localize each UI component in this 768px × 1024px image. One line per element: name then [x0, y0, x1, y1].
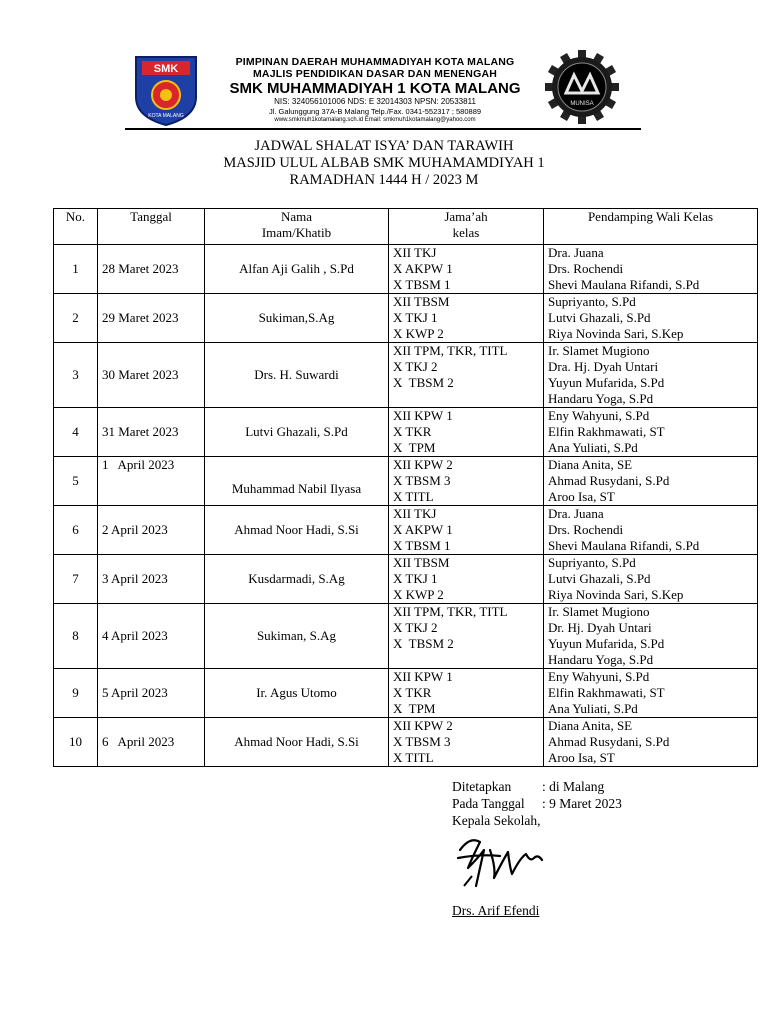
row-wali	[544, 604, 758, 669]
class-item: X AKPW 1	[393, 522, 453, 537]
class-item: XII TKJ	[393, 506, 437, 521]
wali-item: Elfin Rakhmawati, ST	[548, 424, 665, 439]
row-classes	[389, 457, 544, 506]
class-item: X TKJ 1	[393, 310, 438, 325]
logo-right-text: MUNISA	[570, 101, 594, 107]
header-tanggal: Tanggal	[98, 209, 205, 245]
class-item: X TBSM 3	[393, 473, 451, 488]
signature-place-value: : di Malang	[542, 779, 605, 794]
class-item: XII KPW 2	[393, 457, 453, 472]
row-date	[98, 343, 205, 408]
row-number: 10	[54, 718, 98, 767]
signature-date-row	[452, 795, 622, 812]
header-kelas-line2: kelas	[452, 225, 480, 240]
wali-item: Shevi Maulana Rifandi, S.Pd	[548, 538, 700, 553]
row-imam: Ahmad Noor Hadi, S.Si	[205, 718, 389, 767]
row-wali	[544, 408, 758, 457]
wali-item: Drs. Rochendi	[548, 522, 624, 537]
row-classes	[389, 604, 544, 669]
class-item: X TBSM 3	[393, 734, 451, 749]
row-date	[98, 294, 205, 343]
row-date	[98, 245, 205, 294]
wali-item: Aroo Isa, ST	[548, 750, 615, 765]
class-item: X TKJ 1	[393, 571, 438, 586]
row-classes	[389, 718, 544, 767]
class-item	[389, 391, 543, 407]
class-item: X TKR	[393, 685, 432, 700]
row-date	[98, 604, 205, 669]
wali-item: Ana Yuliati, S.Pd	[548, 701, 638, 716]
row-wali	[544, 555, 758, 604]
signature-place-row	[452, 778, 622, 795]
row-number: 2	[54, 294, 98, 343]
row-wali	[544, 506, 758, 555]
wali-item: Elfin Rakhmawati, ST	[548, 685, 665, 700]
title-line2: MASJID ULUL ALBAB SMK MUHAMAMDIYAH 1	[223, 155, 545, 171]
class-item: X TKJ 2	[393, 620, 438, 635]
wali-item: Aroo Isa, ST	[548, 489, 615, 504]
signature-place-label: Ditetapkan	[452, 779, 512, 794]
wali-item: Supriyanto, S.Pd	[548, 294, 636, 309]
class-item: XII TKJ	[393, 245, 437, 260]
header-wali: Pendamping Wali Kelas	[544, 209, 758, 245]
row-number: 3	[54, 343, 98, 408]
row-number: 1	[54, 245, 98, 294]
header-imam	[205, 209, 389, 245]
class-item: XII KPW 1	[393, 408, 453, 423]
class-item: X TBSM 2	[393, 636, 454, 651]
wali-item: Supriyanto, S.Pd	[548, 555, 636, 570]
class-item: X TPM	[393, 701, 436, 716]
wali-item: Ahmad Rusydani, S.Pd	[548, 473, 670, 488]
row-classes	[389, 245, 544, 294]
row-imam: Lutvi Ghazali, S.Pd	[205, 408, 389, 457]
row-number: 7	[54, 555, 98, 604]
munisa-gear-logo	[544, 48, 620, 126]
row-wali	[544, 669, 758, 718]
row-number: 6	[54, 506, 98, 555]
table-row	[54, 506, 758, 555]
table-row	[54, 457, 758, 506]
wali-item: Shevi Maulana Rifandi, S.Pd	[548, 277, 700, 292]
row-classes	[389, 343, 544, 408]
logo-left-bottom-text: KOTA MALANG	[148, 113, 184, 119]
table-header-row	[54, 209, 758, 245]
row-date	[98, 506, 205, 555]
wali-item: Dra. Juana	[548, 245, 604, 260]
class-item: X KWP 2	[393, 587, 444, 602]
title-line1: JADWAL SHALAT ISYA’ DAN TARAWIH	[254, 138, 514, 154]
wali-item: Drs. Rochendi	[548, 261, 624, 276]
row-date	[98, 555, 205, 604]
wali-item: Yuyun Mufarida, S.Pd	[548, 375, 665, 390]
row-imam: Drs. H. Suwardi	[205, 343, 389, 408]
class-item: XII TPM, TKR, TITL	[393, 604, 508, 619]
row-date-text: 5 April 2023	[102, 685, 168, 700]
schedule-body	[54, 245, 758, 767]
letterhead-web-email: www.smkmuh1kotamalang.sch.id Email: smkmuh1kotamalang@yahoo.com	[274, 117, 476, 123]
signature-date-value: : 9 Maret 2023	[542, 796, 622, 811]
class-item: X TITL	[393, 750, 434, 765]
class-item: X TBSM 1	[393, 277, 451, 292]
wali-item: Eny Wahyuni, S.Pd	[548, 669, 650, 684]
row-date-text: 3 April 2023	[102, 571, 168, 586]
schedule-table	[53, 208, 758, 767]
document-title	[0, 138, 768, 189]
class-item: X KWP 2	[393, 326, 444, 341]
row-imam: Sukiman,S.Ag	[205, 294, 389, 343]
header-kelas	[389, 209, 544, 245]
row-imam: Muhammad Nabil Ilyasa	[205, 457, 389, 506]
row-wali	[544, 245, 758, 294]
row-date	[98, 457, 205, 506]
wali-item: Dr. Hj. Dyah Untari	[548, 620, 652, 635]
table-row	[54, 245, 758, 294]
table-row	[54, 604, 758, 669]
row-date-text: 6 April 2023	[102, 734, 175, 749]
header-kelas-line1: Jama’ah	[444, 209, 488, 224]
letterhead-line2: MAJLIS PENDIDIKAN DASAR DAN MENENGAH	[252, 68, 498, 80]
row-imam: Ahmad Noor Hadi, S.Si	[205, 506, 389, 555]
title-line3: RAMADHAN 1444 H / 2023 M	[289, 172, 479, 188]
row-imam: Alfan Aji Galih , S.Pd	[205, 245, 389, 294]
signature-date-label: Pada Tanggal	[452, 796, 525, 811]
row-classes	[389, 506, 544, 555]
class-item: X TBSM 1	[393, 538, 451, 553]
header-no: No.	[54, 209, 98, 245]
wali-item: Diana Anita, SE	[548, 718, 633, 733]
row-date-text: 31 Maret 2023	[102, 424, 179, 439]
row-number: 8	[54, 604, 98, 669]
row-classes	[389, 408, 544, 457]
wali-item: Lutvi Ghazali, S.Pd	[548, 310, 651, 325]
wali-item: Handaru Yoga, S.Pd	[548, 391, 654, 406]
table-row	[54, 669, 758, 718]
wali-item: Ahmad Rusydani, S.Pd	[548, 734, 670, 749]
wali-item: Diana Anita, SE	[548, 457, 633, 472]
row-date-text: 29 Maret 2023	[102, 310, 179, 325]
class-item: XII TBSM	[393, 555, 450, 570]
row-date-text: 1 April 2023	[102, 457, 175, 472]
signature-role: Kepala Sekolah,	[452, 813, 541, 828]
signatory-name: Drs. Arif Efendi	[452, 903, 540, 918]
class-item: X TKR	[393, 424, 432, 439]
letterhead-text	[210, 56, 540, 124]
row-wali	[544, 343, 758, 408]
row-classes	[389, 669, 544, 718]
class-item: X TKJ 2	[393, 359, 438, 374]
wali-item: Handaru Yoga, S.Pd	[548, 652, 654, 667]
row-date-text: 28 Maret 2023	[102, 261, 179, 276]
header-imam-line1: Nama	[280, 209, 313, 224]
row-number: 5	[54, 457, 98, 506]
class-item: X TPM	[393, 440, 436, 455]
table-row	[54, 343, 758, 408]
wali-item: Ir. Slamet Mugiono	[548, 343, 650, 358]
row-wali	[544, 718, 758, 767]
class-item: X AKPW 1	[393, 261, 453, 276]
wali-item: Eny Wahyuni, S.Pd	[548, 408, 650, 423]
class-item: XII TBSM	[393, 294, 450, 309]
letterhead-ids: NIS: 324056101006 NDS: E 32014303 NPSN: 20533811	[274, 97, 476, 106]
row-classes	[389, 555, 544, 604]
table-row	[54, 718, 758, 767]
row-imam: Sukiman, S.Ag	[205, 604, 389, 669]
row-date	[98, 669, 205, 718]
row-wali	[544, 457, 758, 506]
school-shield-logo	[132, 53, 200, 127]
letterhead	[0, 0, 768, 135]
row-date	[98, 718, 205, 767]
wali-item: Ir. Slamet Mugiono	[548, 604, 650, 619]
class-item: XII KPW 1	[393, 669, 453, 684]
table-row	[54, 555, 758, 604]
row-imam: Kusdarmadi, S.Ag	[205, 555, 389, 604]
wali-item: Riya Novinda Sari, S.Kep	[548, 587, 684, 602]
wali-item: Ana Yuliati, S.Pd	[548, 440, 638, 455]
wali-item: Lutvi Ghazali, S.Pd	[548, 571, 651, 586]
row-classes	[389, 294, 544, 343]
row-imam: Ir. Agus Utomo	[205, 669, 389, 718]
class-item: X TBSM 2	[393, 375, 454, 390]
row-date-text: 30 Maret 2023	[102, 367, 179, 382]
row-date-text: 2 April 2023	[102, 522, 168, 537]
row-date-text: 4 April 2023	[102, 628, 168, 643]
class-item: XII KPW 2	[393, 718, 453, 733]
header-imam-line2: Imam/Khatib	[261, 225, 332, 240]
table-row	[54, 294, 758, 343]
table-row	[54, 408, 758, 457]
wali-item: Riya Novinda Sari, S.Kep	[548, 326, 684, 341]
letterhead-line1: PIMPINAN DAERAH MUHAMMADIYAH KOTA MALANG	[235, 56, 515, 68]
wali-item: Dra. Hj. Dyah Untari	[548, 359, 659, 374]
letterhead-divider	[125, 128, 641, 130]
class-item	[389, 652, 543, 668]
class-item: X TITL	[393, 489, 434, 504]
wali-item: Yuyun Mufarida, S.Pd	[548, 636, 665, 651]
row-number: 4	[54, 408, 98, 457]
letterhead-school-name: SMK MUHAMMADIYAH 1 KOTA MALANG	[229, 80, 521, 97]
row-wali	[544, 294, 758, 343]
class-item: XII TPM, TKR, TITL	[393, 343, 508, 358]
row-number: 9	[54, 669, 98, 718]
letterhead-address: Jl. Galunggung 37A-B Malang Telp./Fax. 0341-552317 ; 580889	[268, 107, 482, 116]
signature-block	[452, 778, 622, 829]
row-date	[98, 408, 205, 457]
wali-item: Dra. Juana	[548, 506, 604, 521]
logo-left-text: SMK	[153, 63, 179, 75]
handwritten-signature	[450, 828, 550, 898]
